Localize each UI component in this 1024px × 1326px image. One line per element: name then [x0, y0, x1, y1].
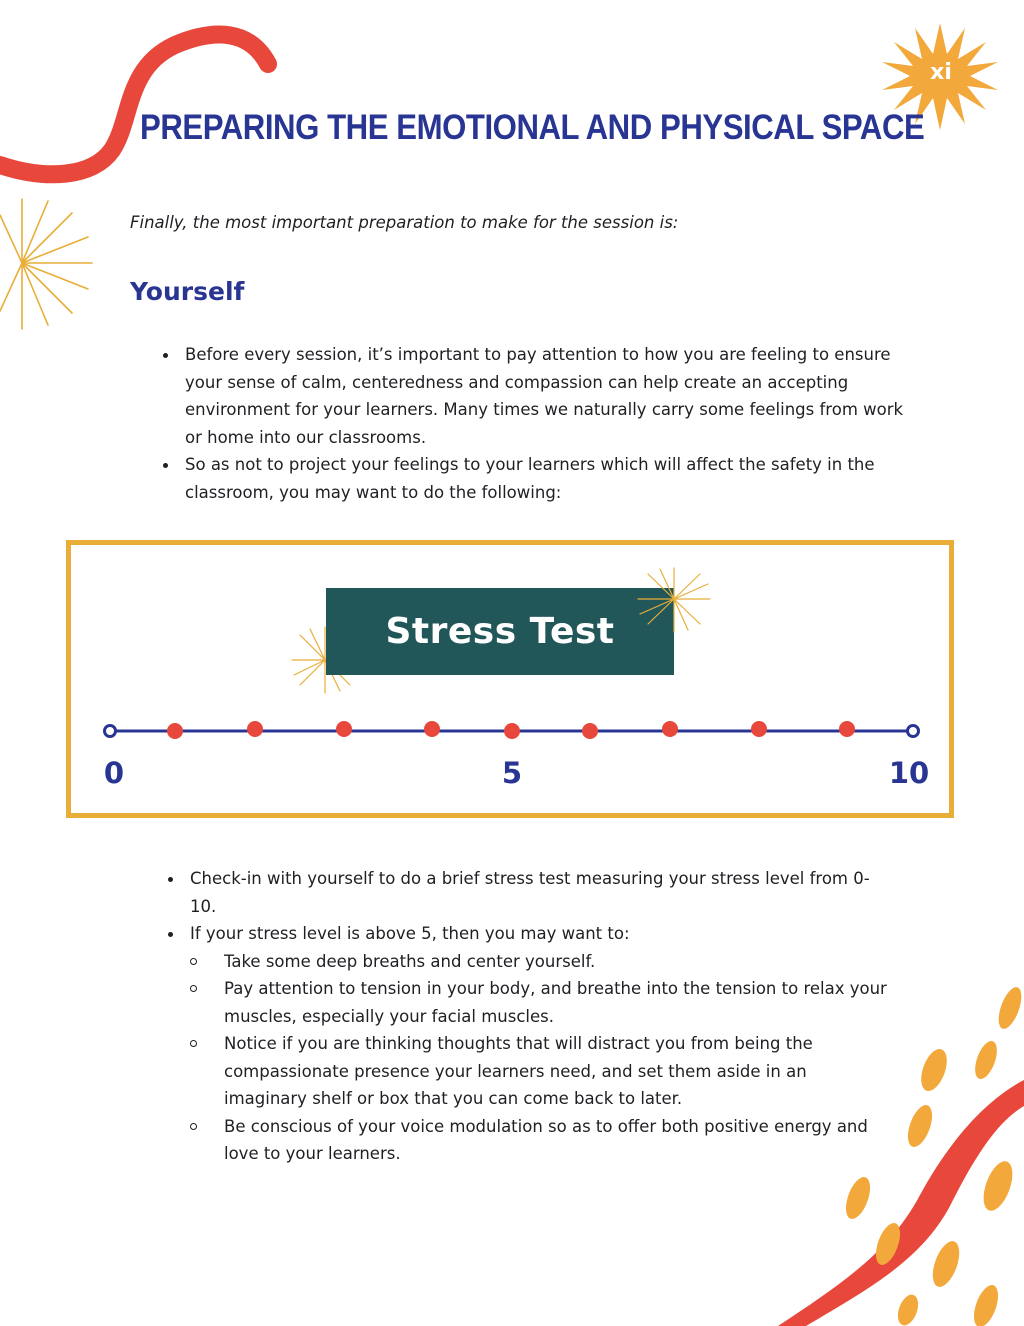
- page-title: PREPARING THE EMOTIONAL AND PHYSICAL SPACE: [140, 108, 925, 147]
- list-item: Check-in with yourself to do a brief stress test measuring your stress level from 0-10.: [168, 865, 888, 920]
- red-squiggle-decoration: [0, 0, 300, 200]
- gold-burst-small-decoration: [636, 566, 712, 636]
- scale-dot-1: [167, 723, 183, 739]
- sub-list-item: Be conscious of your voice modulation so as to offer both positive energy and love to your learners.: [190, 1113, 888, 1168]
- scale-label-max: 10: [888, 756, 930, 790]
- page-number-badge: xi: [930, 60, 952, 85]
- list-item-text: If your stress level is above 5, then you may want to:: [190, 924, 630, 943]
- scale-label-min: 0: [103, 756, 125, 790]
- sub-list-item: Notice if you are thinking thoughts that will distract you from being the compassionate presence your learners need, and set them aside in an imaginary shelf or box that you can come back to later.: [190, 1030, 888, 1113]
- scale-dot-7: [662, 721, 678, 737]
- list-item: So as not to project your feelings to your learners which will affect the safety in the classroom, you may want to do the following:: [163, 451, 923, 506]
- scale-dot-2: [247, 721, 263, 737]
- intro-bullet-list: [163, 341, 923, 506]
- scale-dot-6: [582, 723, 598, 739]
- scale-label-mid: 5: [501, 756, 523, 790]
- scale-dot-9: [839, 721, 855, 737]
- red-wave-orange-drops-decoration: [760, 980, 1024, 1326]
- section-heading: Yourself: [130, 277, 245, 306]
- stress-scale-line: [100, 718, 926, 744]
- scale-dot-4: [424, 721, 440, 737]
- sub-list-item: Take some deep breaths and center yourself.: [190, 948, 888, 976]
- stress-test-title: Stress Test: [326, 588, 674, 675]
- scale-dot-8: [751, 721, 767, 737]
- scale-endpoint-start: [105, 726, 116, 737]
- gold-starburst-decoration: [0, 195, 110, 335]
- sub-list-item: Pay attention to tension in your body, and breathe into the tension to relax your muscles, especially your facial muscles.: [190, 975, 888, 1030]
- scale-dot-5: [504, 723, 520, 739]
- list-item: Before every session, it’s important to pay attention to how you are feeling to ensure your sense of calm, centeredness and compassion can help create an accepting environment for your learners. Many times we naturally carry some feelings from work or home into our classrooms.: [163, 341, 923, 451]
- scale-dot-3: [336, 721, 352, 737]
- intro-text: Finally, the most important preparation to make for the session is:: [130, 213, 679, 232]
- scale-endpoint-end: [908, 726, 919, 737]
